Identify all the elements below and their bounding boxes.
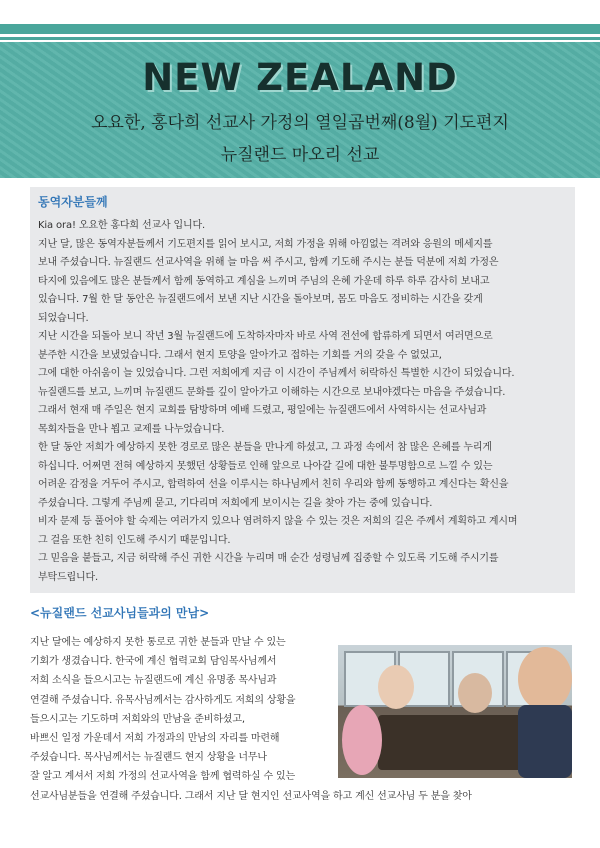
body-line: 지난 달, 많은 동역자분들께서 기도편지를 읽어 보시고, 저희 가정을 위해 아낌없는 격려와 응원의 메세지를 — [38, 238, 493, 250]
dining-table — [378, 715, 528, 770]
body-line: 되었습니다. — [38, 312, 89, 324]
section-heading-2: <뉴질랜드 선교사님들과의 만남> — [30, 606, 210, 620]
body-line: 연결해 주셨습니다. 유목사님께서는 감사하게도 저희의 상황을 — [30, 694, 296, 706]
banner-subtitle-2: 뉴질랜드 마오리 선교 — [220, 145, 380, 165]
body-line: 어려운 감정을 거두어 주시고, 합력하여 선을 이루시는 하나님께서 친히 우리와 함께 동행하고 계신다는 확신을 — [38, 479, 509, 490]
body-line: 목회자들을 만나 뵙고 교제를 나누었습니다. — [38, 423, 225, 435]
family-meeting-photo — [338, 645, 572, 778]
person-figure — [458, 673, 492, 713]
body-line: 그래서 현재 매 주일은 현지 교회를 탐방하며 예배 드렸고, 평일에는 뉴질랜드에서 사역하시는 선교사님과 — [38, 405, 487, 416]
body-line: 주셨습니다. 목사님께서는 뉴질랜드 현지 상황을 너무나 — [30, 752, 267, 764]
body-line: 바쁘신 일정 가운데서 저희 가정과의 만남의 자리를 마련해 — [30, 733, 280, 744]
body-line: 선교사님분들을 연결해 주셨습니다. 그래서 지난 달 현지인 선교사역을 하고 계신 선교사님 두 분을 찾아 — [30, 790, 472, 802]
body-line: 뉴질랜드를 보고, 느끼며 뉴질랜드 문화를 깊이 알아가고 이해하는 시간으로 보내야겠다는 마음을 주셨습니다. — [38, 386, 506, 398]
body-line: 있습니다. 7월 한 달 동안은 뉴질랜드에서 보낸 지난 시간을 돌아보며, 몸도 마음도 정비하는 시간을 갖게 — [38, 294, 483, 305]
body-line: 부탁드립니다. — [38, 571, 99, 583]
person-figure — [518, 647, 572, 711]
body-line: Kia ora! 오요한 홍다희 선교사 입니다. — [38, 220, 206, 231]
body-line: 주셨습니다. 그렇게 주님께 묻고, 기다리며 저희에게 보이시는 길을 찾아 가는 중에 있습니다. — [38, 497, 433, 509]
body-line: 저희 소식을 들으시고는 뉴질랜드에 계신 유명종 목사님과 — [30, 675, 277, 687]
person-figure — [378, 665, 414, 709]
top-accent-bar — [0, 24, 600, 34]
body-line: 그 믿음을 붙들고, 지금 허락해 주신 귀한 시간을 누리며 매 순간 성령님께 집중할 수 있도록 기도해 주시기를 — [38, 553, 499, 564]
body-line: 기회가 생겼습니다. 한국에 계신 협력교회 담임목사님께서 — [30, 656, 277, 668]
body-line: 하십니다. 어쩌면 전혀 예상하지 못했던 상황들로 인해 앞으로 나아갈 길에 대한 불투명함으로 느낄 수 있는 — [38, 460, 493, 472]
body-line: 지난 달에는 예상하지 못한 통로로 귀한 분들과 만날 수 있는 — [30, 637, 286, 648]
body-line: 그에 대한 아쉬움이 늘 있었습니다. 그런 저희에게 지금 이 시간이 주님께서 허락하신 특별한 시간이 되었습니다. — [38, 368, 515, 379]
body-line: 지난 시간을 되돌아 보니 작년 3월 뉴질랜드에 도착하자마자 바로 사역 전선에 합류하게 되면서 여러면으로 — [38, 331, 493, 342]
banner-title: NEW ZEALAND — [142, 56, 458, 99]
top-accent-line — [0, 37, 600, 40]
person-figure — [518, 705, 572, 778]
body-line: 보내 주셨습니다. 뉴질랜드 선교사역을 위해 늘 마음 써 주시고, 함께 기도해 주시는 분들 덕분에 저희 가정은 — [38, 257, 499, 268]
body-line: 비자 문제 등 풀어야 할 숙제는 여러가지 있으나 염려하지 않을 수 있는 것은 저희의 길은 주께서 계획하고 계시며 — [38, 516, 518, 527]
banner-subtitle: 오요한, 홍다희 선교사 가정의 열일곱번째(8월) 기도편지 — [91, 113, 509, 133]
body-line: 타지에 있음에도 많은 분들께서 함께 동역하고 계심을 느끼며 주님의 은혜 가운데 하루 하루 감사히 보내고 — [38, 275, 490, 287]
body-line: 잘 알고 계셔서 저희 가정의 선교사역을 함께 협력하실 수 있는 — [30, 771, 296, 783]
body-line: 들으시고는 기도하며 저희와의 만남을 준비하셨고, — [30, 713, 245, 725]
body-line: 그 걸음 또한 친히 인도해 주시기 때문입니다. — [38, 534, 231, 546]
section-heading: 동역자분들께 — [38, 195, 108, 209]
body-line: 분주한 시간을 보냈었습니다. 그래서 현지 토양을 알아가고 접하는 기회를 거의 갖을 수 없었고, — [38, 349, 442, 361]
body-line: 한 달 동안 저희가 예상하지 못한 경로로 많은 분들을 만나게 하셨고, 그 과정 속에서 참 많은 은혜를 누리게 — [38, 442, 492, 453]
child-figure — [342, 705, 382, 775]
